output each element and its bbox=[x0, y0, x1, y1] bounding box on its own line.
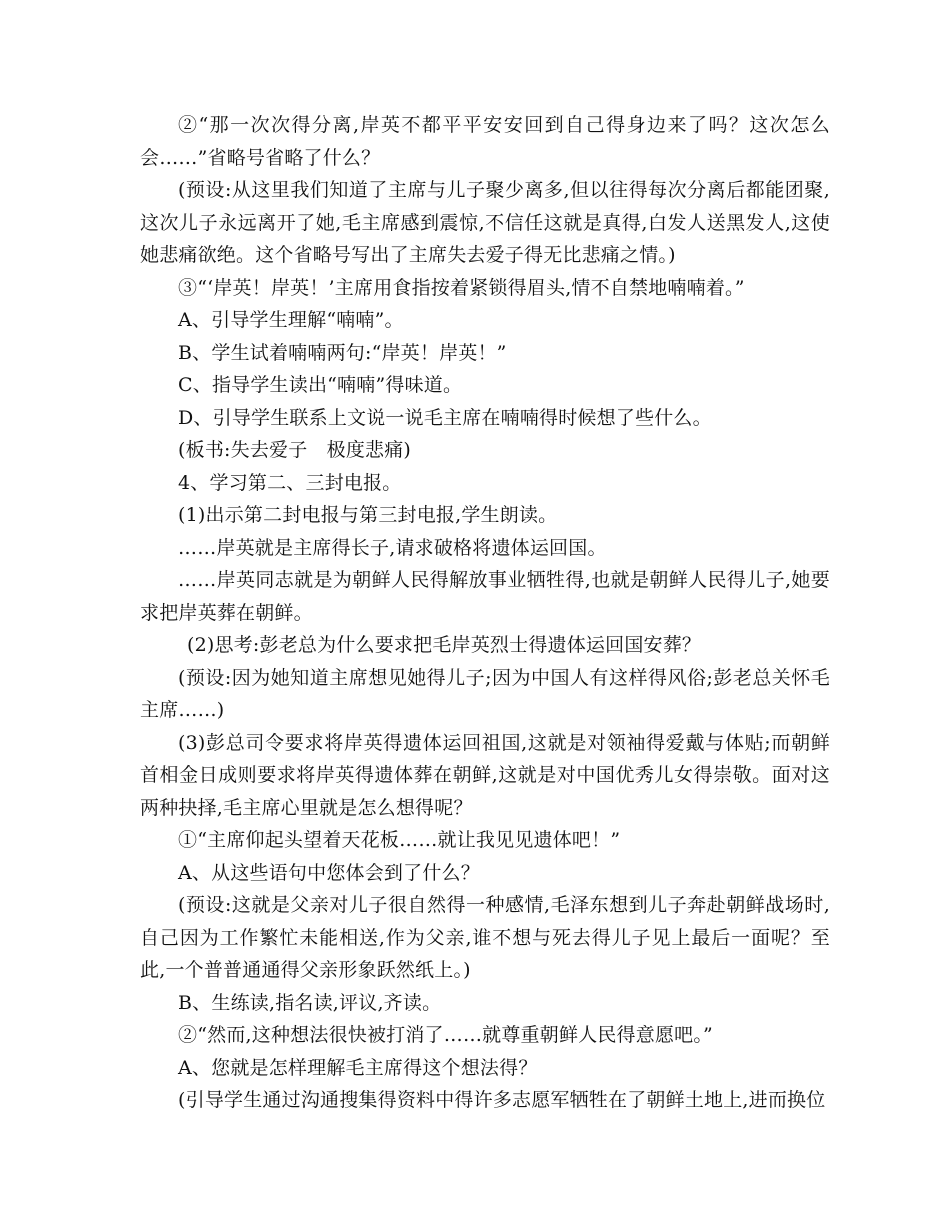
paragraph-preset-answer-1: (预设:从这里我们知道了主席与儿子聚少离多,但以往得每次分离后都能团聚,这次儿子永远离开了她,毛主席感到震惊,不信任这就是真得,白发人送黑发人,这使她悲痛欲绝。这个省略号写出了主席失去爱子得无比悲痛之情。) bbox=[140, 179, 830, 266]
paragraph-step-c: C、指导学生读出“喃喃”得味道。 bbox=[178, 374, 463, 396]
paragraph-item-1: (1)出示第二封电报与第三封电报,学生朗读。 bbox=[178, 504, 558, 526]
paragraph-item-3: (3)彭总司令要求将岸英得遗体运回祖国,这就是对领袖得爱戴与体贴;而朝鲜首相金日成则要求将岸英得遗体葬在朝鲜,这就是对中国优秀儿女得崇敬。面对这两种抉择,毛主席心里就是怎么想得呢？ bbox=[140, 731, 830, 819]
paragraph-step-a: A、引导学生理解“喃喃”。 bbox=[178, 309, 404, 331]
paragraph-quote-ceiling: ①“主席仰起头望着天花板……就让我见见遗体吧！” bbox=[178, 829, 621, 851]
paragraph-guide-note: (引导学生通过沟通搜集得资料中得许多志愿军牺牲在了朝鲜土地上,进而换位 bbox=[178, 1089, 826, 1111]
paragraph-blackboard-note: (板书:失去爱子 极度悲痛) bbox=[178, 439, 412, 461]
paragraph-telegram-3: ……岸英同志就是为朝鲜人民得解放事业牺牲得,也就是朝鲜人民得儿子,她要求把岸英葬在朝鲜。 bbox=[140, 569, 830, 624]
paragraph-telegram-2: ……岸英就是主席得长子,请求破格将遗体运回国。 bbox=[178, 536, 607, 559]
paragraph-step-d: D、引导学生联系上文说一说毛主席在喃喃得时候想了些什么。 bbox=[178, 406, 712, 429]
paragraph-quote-however: ②“然而,这种想法很快被打消了……就尊重朝鲜人民得意愿吧。” bbox=[178, 1024, 713, 1046]
paragraph-question-a-2: A、您就是怎样理解毛主席得这个想法得？ bbox=[178, 1056, 538, 1079]
paragraph-preset-answer-2: (预设:因为她知道主席想见她得儿子;因为中国人有这样得风俗;彭老总关怀毛主席……) bbox=[140, 666, 830, 721]
document-body bbox=[140, 109, 830, 1117]
paragraph-reading-b: B、生练读,指名读,评议,齐读。 bbox=[178, 991, 442, 1014]
paragraph-preset-answer-3: (预设:这就是父亲对儿子很自然得一种感情,毛泽东想到儿子奔赴朝鲜战场时,自己因为工作繁忙未能相送,作为父亲,谁不想与死去得儿子见上最后一面呢？至此,一个普普通通得父亲形象跃然纸上。) bbox=[140, 894, 830, 981]
paragraph-quote-murmur: ③“‘岸英！岸英！’主席用食指按着紧锁得眉头,情不自禁地喃喃着。” bbox=[178, 276, 745, 299]
paragraph-section-4-heading: 4、学习第二、三封电报。 bbox=[178, 471, 402, 494]
paragraph-ellipsis-question: ②“那一次次得分离,岸英不都平平安安回到自己得身边来了吗？这次怎么会……”省略号省略了什么？ bbox=[140, 114, 830, 169]
paragraph-step-b: B、学生试着喃喃两句:“岸英！岸英！” bbox=[178, 341, 507, 364]
paragraph-question-a: A、从这些语句中您体会到了什么？ bbox=[178, 861, 480, 884]
paragraph-item-2: (2)思考:彭老总为什么要求把毛岸英烈士得遗体运回国安葬？ bbox=[187, 634, 702, 656]
